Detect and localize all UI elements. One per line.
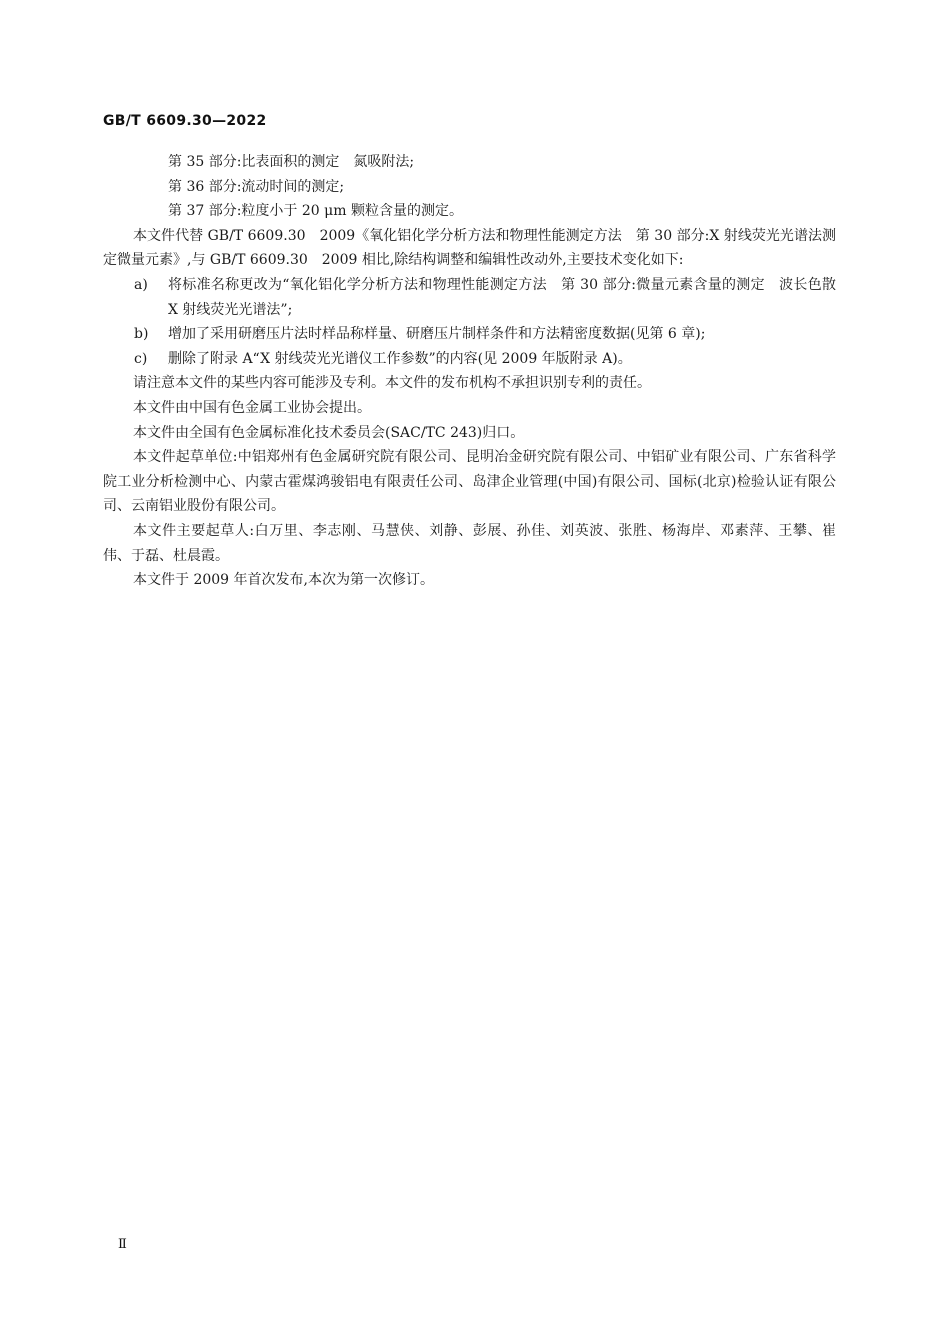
committee-statement: 本文件由全国有色金属标准化技术委员会(SAC/TC 243)归口。	[133, 424, 525, 441]
drafting-units: 本文件起草单位:中铝郑州有色金属研究院有限公司、昆明冶金研究院有限公司、中铝矿业有限公司、广东省科学院工业分析检测中心、内蒙古霍煤鸿骏铝电有限责任公司、岛津企业管理(中国)有限公司、国标(北京)检验认证有限公司、云南铝业股份有限公司。	[103, 449, 836, 515]
document-body	[103, 150, 836, 593]
change-item-b	[103, 322, 836, 347]
change-item-a	[103, 273, 836, 322]
replacement-paragraph: 本文件代替 GB/T 6609.30 2009《氧化铝化学分析方法和物理性能测定方法 第 30 部分:X 射线荧光光谱法测定微量元素》,与 GB/T 6609.30 2009 相比,除结构调整和编辑性改动外,主要技术变化如下:	[103, 227, 836, 269]
change-item-marker: b)	[134, 326, 149, 343]
change-item-text: 增加了采用研磨压片法时样品称样量、研磨压片制样条件和方法精密度数据(见第 6 章);	[168, 326, 706, 343]
change-item-marker: a)	[134, 276, 148, 293]
revision-history: 本文件于 2009 年首次发布,本次为第一次修订。	[133, 572, 434, 589]
parts-list-item: 第 35 部分:比表面积的测定 氮吸附法;	[168, 154, 415, 170]
change-item-text: 删除了附录 A“X 射线荧光光谱仪工作参数”的内容(见 2009 年版附录 A)。	[168, 350, 632, 367]
change-item-c	[103, 347, 836, 372]
proposer-statement: 本文件由中国有色金属工业协会提出。	[133, 399, 371, 416]
change-item-text: 将标准名称更改为“氧化铝化学分析方法和物理性能测定方法 第 30 部分:微量元素含量的测定 波长色散 X 射线荧光光谱法”;	[168, 276, 836, 318]
parts-list-item: 第 36 部分:流动时间的测定;	[168, 178, 345, 195]
drafters: 本文件主要起草人:白万里、李志刚、马慧侠、刘静、彭展、孙佳、刘英波、张胜、杨海岸、邓素萍、王攀、崔伟、于磊、杜晨霞。	[103, 522, 836, 564]
standard-code-header: GB/T 6609.30—2022	[103, 113, 267, 129]
patent-notice: 请注意本文件的某些内容可能涉及专利。本文件的发布机构不承担识别专利的责任。	[133, 375, 651, 392]
change-item-marker: c)	[134, 350, 148, 367]
parts-list-item: 第 37 部分:粒度小于 20 μm 颗粒含量的测定。	[168, 203, 463, 220]
page-number: Ⅱ	[118, 1237, 127, 1252]
